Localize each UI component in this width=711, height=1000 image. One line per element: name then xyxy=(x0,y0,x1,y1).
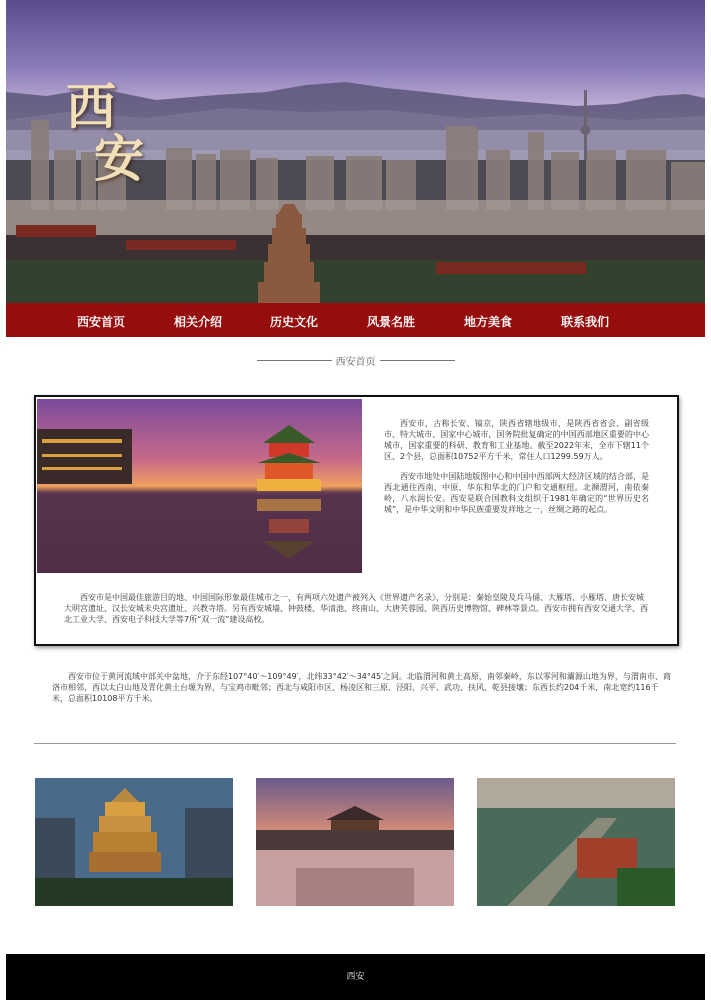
geography-paragraph: 西安市位于黄河流域中部关中盆地，介于东经107°40′～109°49′，北纬33°42′～34°45′之间。北临渭河和黄土高原，南邻秦岭，东以零河和灞源山地为界，与渭南市、商洛市相邻，西以太白山地及青化黄土台塬为界，与宝鸡市毗邻；西北与咸阳市区、杨凌区和三原、泾阳、兴平、武功、扶风、乾县接壤；东西长约204千米，南北宽约116千米，总面积10108平方千米。 xyxy=(52,672,671,703)
gallery-image-palace xyxy=(256,778,454,906)
nav-item-history[interactable]: 历史文化 xyxy=(270,315,319,329)
divider-left xyxy=(257,360,332,361)
nav-item-contact[interactable]: 联系我们 xyxy=(561,315,610,329)
hero-banner xyxy=(6,0,705,303)
horizontal-divider xyxy=(34,743,676,744)
logo-char-2: 安 xyxy=(94,129,144,188)
divider-right xyxy=(380,360,455,361)
nav-item-food[interactable]: 地方美食 xyxy=(464,315,513,329)
intro-text-block xyxy=(384,418,649,524)
footer-text: 西安 xyxy=(346,972,365,982)
main-nav xyxy=(6,303,705,337)
nav-item-intro[interactable]: 相关介绍 xyxy=(174,315,223,329)
site-logo xyxy=(66,77,144,188)
nav-item-scenery[interactable]: 风景名胜 xyxy=(367,315,416,329)
nav-item-home[interactable]: 西安首页 xyxy=(77,315,126,329)
intro-paragraph-1: 西安市，古称长安、镐京，陕西省辖地级市，是陕西省省会、副省级市、特大城市、国家中心城市，国务院批复确定的中国西部地区重要的中心城市，国家重要的科研、教育和工业基地。截至2022年末，全市下辖11个区、2个县，总面积10752平方千米，常住人口1299.59万人。 xyxy=(384,419,649,461)
gallery-image-city-wall xyxy=(477,778,675,906)
gallery-image-pagoda xyxy=(35,778,233,906)
intro-paragraph-3: 西安市是中国最佳旅游目的地、中国国际形象最佳城市之一，有两项六处遗产被列入《世界遗产名录》，分别是：秦始皇陵及兵马俑、大雁塔、小雁塔、唐长安城大明宫遗址、汉长安城未央宫遗址、兴教寺塔。另有西安城墙、钟鼓楼、华清池、终南山、大唐芙蓉园、陕西历史博物馆、碑林等景点。西安市拥有西安交通大学、西北工业大学、西安电子科技大学等7所“双一流”建设高校。 xyxy=(64,593,648,624)
logo-char-1: 西 xyxy=(66,77,116,136)
section-heading xyxy=(0,353,711,368)
intro-paragraph-2: 西安市地处中国陆地版图中心和中国中西部两大经济区域的结合部，是西北通往西南、中原、华东和华北的门户和交通枢纽。北濒渭河，南依秦岭，八水润长安。西安是联合国教科文组织于1981年确定的“世界历史名城”，是中华文明和中华民族重要发祥地之一，丝绸之路的起点。 xyxy=(384,472,649,514)
bell-tower-night-photo xyxy=(37,399,362,573)
section-title: 西安首页 xyxy=(335,357,376,368)
footer xyxy=(6,954,705,1000)
